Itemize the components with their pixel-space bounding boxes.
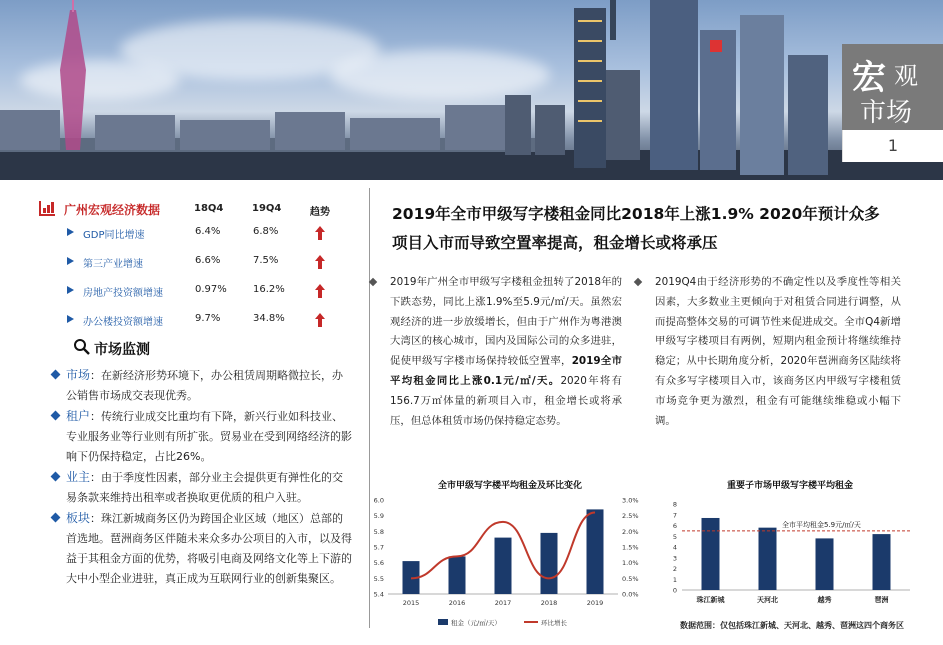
y-tick-label: 5.9	[373, 512, 384, 521]
submarket-rent-chart	[660, 490, 920, 612]
bullet-diamond	[51, 411, 61, 421]
monitor-paragraph	[52, 406, 352, 467]
chart2-title: 重要子市场甲级写字楼平均租金	[726, 481, 853, 491]
rent-bar	[449, 556, 466, 594]
indicator-18q4-value: 6.4%	[195, 226, 221, 237]
indicator-19q4-value: 16.2%	[253, 284, 285, 295]
y-tick-label: 0	[672, 586, 677, 595]
triangle-bullet-icon	[67, 228, 74, 236]
body-paragraph-left	[390, 273, 622, 431]
market-monitor-paragraphs	[52, 365, 352, 589]
body-left-bold: 2019全市平均租金同比上涨0.1元/㎡/天。	[390, 355, 622, 387]
bullet-diamond	[634, 278, 642, 286]
indicator-19q4-value: 6.8%	[253, 226, 279, 237]
y-tick-label: 6	[672, 522, 677, 530]
trend-up-arrow-icon	[315, 284, 325, 298]
submarket-bar	[702, 518, 720, 590]
legend-bar-swatch	[438, 619, 448, 625]
reference-line-label: 全市平均租金5.9元/㎡/天	[782, 520, 861, 529]
indicator-18q4-value: 0.97%	[195, 284, 227, 295]
submarket-bar	[816, 538, 834, 590]
city-skyline-image	[0, 0, 943, 180]
badge-big-char: 宏	[852, 58, 886, 98]
y2-tick-label: 3.0%	[622, 496, 639, 505]
y-tick-label: 8	[672, 500, 677, 509]
y-tick-label: 5	[672, 532, 677, 541]
x-tick-label: 天河北	[757, 596, 778, 604]
y-tick-label: 5.7	[373, 543, 384, 552]
y-tick-label: 4	[672, 543, 677, 552]
indicator-19q4-value: 7.5%	[253, 255, 279, 266]
body-paragraph-right	[655, 273, 901, 431]
monitor-key: 租户	[66, 409, 91, 423]
bullet-diamond	[51, 513, 61, 523]
x-tick-label: 2019	[586, 599, 604, 607]
x-tick-label: 越秀	[817, 596, 832, 604]
trend-up-arrow-icon	[315, 255, 325, 269]
y2-tick-label: 2.5%	[622, 512, 639, 521]
indicator-row	[0, 310, 360, 330]
column-header-19q4: 19Q4	[252, 203, 282, 214]
monitor-paragraph	[52, 508, 352, 589]
column-header-18q4: 18Q4	[194, 203, 224, 214]
submarket-bar	[759, 528, 777, 590]
monitor-sep: ：	[90, 369, 102, 382]
triangle-bullet-icon	[67, 315, 74, 323]
indicator-label: 办公楼投资额增速	[83, 317, 163, 328]
y-tick-label: 7	[672, 511, 677, 520]
y-tick-label: 5.6	[373, 559, 384, 568]
macro-data-title: 广州宏观经济数据	[64, 203, 161, 217]
data-scope-note: 数据范围：仅包括珠江新城、天河北、越秀、琶洲这四个商务区	[680, 621, 904, 630]
bar-chart-icon	[38, 199, 56, 217]
market-monitor-title: 市场监测	[94, 342, 150, 358]
trend-up-arrow-icon	[315, 313, 325, 327]
monitor-text: 在新经济形势环境下，办公租赁周期略微拉长，办公销售市场成交表现优秀。	[66, 369, 344, 402]
rent-bar	[541, 533, 558, 594]
article-headline: 2019年全市甲级写字楼租金同比2018年上涨1.9% 2020年预计众多项目入市而导致空置率提高，租金增长或将承压	[392, 205, 880, 252]
monitor-text: 由于季度性因素，部分业主会提供更有弹性化的交易条款来维持出租率或者换取更优质的租户入驻。	[66, 471, 344, 504]
bullet-diamond	[369, 278, 377, 286]
y-tick-label: 1	[672, 575, 677, 584]
indicator-label: 第三产业增速	[83, 259, 143, 270]
triangle-bullet-icon	[67, 286, 74, 294]
x-tick-label: 琶洲	[874, 596, 889, 604]
monitor-paragraph	[52, 467, 352, 508]
x-tick-label: 2018	[540, 599, 558, 607]
column-header-trend: 趋势	[310, 207, 330, 218]
rent-bar	[495, 538, 512, 594]
monitor-text: 珠江新城商务区仍为跨国企业区域（地区）总部的首选地。琶洲商务区伴随未来众多办公项目的入市，以及得益于其租金方面的优势，将吸引电商及网络文化等上下游的大中小型企业进驻，真正成为互联网行业的创新集聚区。	[66, 512, 352, 585]
indicator-19q4-value: 34.8%	[253, 313, 285, 324]
monitor-key: 业主	[66, 470, 91, 484]
submarket-bar	[873, 534, 891, 590]
legend-line-label: 环比增长	[541, 619, 567, 627]
y2-tick-label: 1.5%	[622, 543, 639, 552]
body-left-post: 2020年将有156.7万㎡体量的新项目入市，租金增长或将承压，但总体租赁市场仍保持稳定态势。	[390, 374, 623, 427]
indicator-18q4-value: 6.6%	[195, 255, 221, 266]
bullet-diamond	[51, 370, 61, 380]
monitor-text: 传统行业成交比重均有下降，新兴行业如科技业、专业服务业等行业则有所扩张。贸易业在受到网络经济的影响下仍保持稳定，占比26%。	[66, 410, 352, 463]
body-left-pre: 2019年广州全市甲级写字楼租金扭转了2018年的下跌态势，同比上涨1.9%至5.9元/㎡/天。虽然宏观经济的进一步放缓增长，但由于广州作为粤港澳大湾区的核心城市，国内及国际公司的众多进驻，促使甲级写字楼市场保持较低空置率，	[390, 276, 622, 368]
y-tick-label: 5.8	[373, 527, 384, 536]
trend-up-arrow-icon	[315, 226, 325, 240]
rent-trend-chart	[360, 490, 650, 635]
y-tick-label: 5.4	[373, 590, 384, 599]
page-number: 1	[842, 130, 943, 162]
search-icon	[73, 338, 91, 356]
y-tick-label: 5.5	[373, 574, 384, 583]
monitor-sep: ：	[90, 471, 102, 484]
bullet-diamond	[51, 472, 61, 482]
triangle-bullet-icon	[67, 257, 74, 265]
body-right-text: 2019Q4由于经济形势的不确定性以及季度性等相关因素，大多数业主更倾向于对租赁合同进行调整，从而提高整体交易的可调节性来促进成交。全市Q4新增甲级写字楼项目有两例，短期内租金预计将继续维持稳定；从中长期角度分析，2020年琶洲商务区陆续将有众多写字楼项目入市，该商务区内甲级写字楼租赁市场竞争更为激烈，租金有可能继续维稳或小幅下调。	[655, 276, 901, 427]
badge-small-char: 观	[894, 62, 918, 90]
indicator-18q4-value: 9.7%	[195, 313, 221, 324]
chart1-title: 全市甲级写字楼平均租金及环比变化	[437, 481, 582, 491]
y2-tick-label: 2.0%	[622, 527, 639, 536]
monitor-key: 板块	[66, 511, 91, 525]
y-tick-label: 2	[672, 565, 677, 573]
legend-bar-label: 租金（元/㎡/天）	[451, 619, 501, 627]
y-tick-label: 3	[672, 554, 677, 563]
monitor-key: 市场	[66, 368, 91, 382]
x-tick-label: 2017	[494, 599, 512, 607]
y-tick-label: 6.0	[373, 496, 384, 505]
y2-tick-label: 1.0%	[622, 559, 639, 568]
indicator-label: 房地产投资额增速	[83, 288, 163, 299]
indicator-label: GDP同比增速	[83, 230, 145, 241]
badge-line2: 市场	[860, 98, 913, 128]
indicator-row	[0, 223, 360, 243]
y2-tick-label: 0.5%	[622, 574, 639, 583]
monitor-paragraph	[52, 365, 352, 406]
indicator-row	[0, 252, 360, 272]
monitor-sep: ：	[90, 512, 102, 525]
section-badge	[842, 44, 943, 130]
y2-tick-label: 0.0%	[622, 590, 639, 599]
indicator-row	[0, 281, 360, 301]
header-banner	[0, 0, 943, 180]
monitor-sep: ：	[90, 410, 102, 423]
x-tick-label: 2015	[402, 599, 420, 607]
x-tick-label: 2016	[448, 599, 466, 607]
x-tick-label: 珠江新城	[696, 596, 725, 604]
rent-bar	[587, 509, 604, 594]
